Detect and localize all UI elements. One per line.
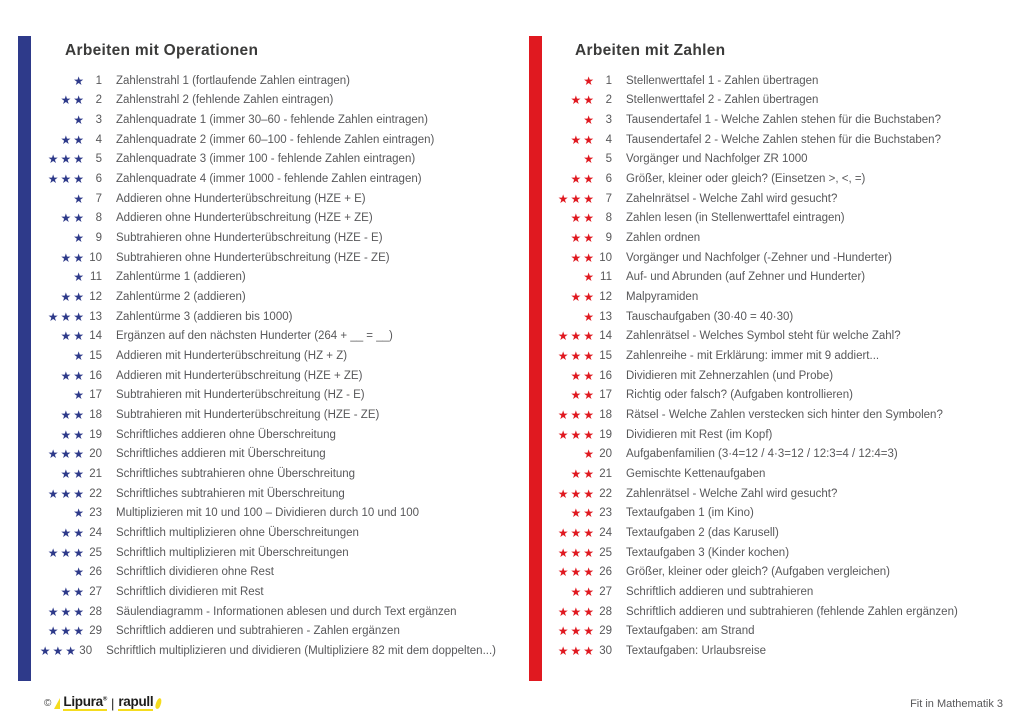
copyright-icon: © (44, 697, 52, 709)
item-number: 8 (95, 212, 102, 225)
list-item (18, 189, 496, 209)
difficulty-stars: ★★★ (557, 191, 596, 206)
item-number: 5 (95, 153, 102, 166)
difficulty-stars: ★★ (60, 407, 86, 422)
triangle-icon (54, 698, 60, 709)
item-number: 20 (599, 448, 612, 461)
item-label: Stellenwerttafel 2 - Zahlen übertragen (626, 94, 819, 107)
difficulty-stars: ★★ (570, 290, 596, 305)
item-number: 5 (605, 153, 612, 166)
item-label: Schriftlich dividieren mit Rest (116, 585, 264, 598)
item-label: Schriftlich addieren und subtrahieren - Zahlen ergänzen (116, 625, 400, 638)
list-item (18, 307, 496, 327)
item-number: 13 (599, 310, 612, 323)
item-number: 11 (90, 271, 102, 284)
list-item (528, 228, 1006, 248)
list-item (528, 621, 1006, 641)
list-item (528, 209, 1006, 229)
item-number: 9 (605, 232, 612, 245)
difficulty-stars: ★★★ (557, 407, 596, 422)
item-label: Vorgänger und Nachfolger ZR 1000 (626, 153, 808, 166)
brand-name-1-text: Lipura (63, 694, 103, 709)
difficulty-stars: ★★ (570, 584, 596, 599)
item-label: Textaufgaben 3 (Kinder kochen) (626, 546, 790, 559)
list-item (18, 641, 496, 661)
difficulty-stars: ★ (73, 349, 86, 364)
item-label: Zahlentürme 1 (addieren) (116, 271, 246, 284)
item-number: 10 (599, 251, 612, 264)
list-item (528, 248, 1006, 268)
item-label: Zahlenrätsel - Welche Zahl wird gesucht? (626, 487, 838, 500)
difficulty-stars: ★★★ (47, 172, 86, 187)
list-item (18, 503, 496, 523)
list-item (528, 307, 1006, 327)
list-item (528, 346, 1006, 366)
list-item (18, 366, 496, 386)
list-item (18, 582, 496, 602)
difficulty-stars: ★★★ (39, 643, 78, 658)
item-label: Größer, kleiner oder gleich? (Aufgaben vergleichen) (626, 566, 891, 579)
difficulty-stars: ★★★ (557, 643, 596, 658)
list-item (18, 386, 496, 406)
item-label: Malpyramiden (626, 291, 699, 304)
item-label: Ergänzen auf den nächsten Hunderter (264 + __ = __) (116, 330, 393, 343)
item-label: Addieren mit Hunderterübschreitung (HZ + Z) (116, 350, 348, 363)
item-number: 17 (89, 389, 102, 402)
item-number: 15 (89, 350, 102, 363)
difficulty-stars: ★★ (570, 368, 596, 383)
item-label: Richtig oder falsch? (Aufgaben kontrollieren) (626, 389, 853, 402)
item-label: Zahlenquadrate 1 (immer 30–60 - fehlende Zahlen eintragen) (116, 114, 428, 127)
item-number: 22 (599, 487, 612, 500)
item-number: 24 (599, 526, 612, 539)
difficulty-stars: ★★ (570, 466, 596, 481)
item-number: 21 (599, 467, 612, 480)
item-number: 9 (95, 232, 102, 245)
difficulty-stars: ★ (583, 270, 596, 285)
item-label: Zahlenstrahl 2 (fehlende Zahlen eintragen) (116, 94, 334, 107)
item-label: Zahelnrätsel - Welche Zahl wird gesucht? (626, 192, 838, 205)
item-number: 17 (599, 389, 612, 402)
item-number: 15 (599, 350, 612, 363)
list-item (18, 602, 496, 622)
list-item (528, 543, 1006, 563)
list-item (528, 91, 1006, 111)
item-number: 22 (89, 487, 102, 500)
item-number: 7 (95, 192, 102, 205)
item-label: Zahlentürme 2 (addieren) (116, 291, 246, 304)
difficulty-stars: ★ (583, 113, 596, 128)
item-number: 3 (605, 114, 612, 127)
list-item (528, 169, 1006, 189)
item-label: Zahlen lesen (in Stellenwerttafel eintragen) (626, 212, 845, 225)
item-number: 27 (599, 585, 612, 598)
difficulty-stars: ★★ (570, 211, 596, 226)
difficulty-stars: ★ (73, 191, 86, 206)
item-number: 3 (95, 114, 102, 127)
difficulty-stars: ★★★ (47, 624, 86, 639)
difficulty-stars: ★ (73, 506, 86, 521)
item-label: Schriftlich addieren und subtrahieren (626, 585, 814, 598)
item-label: Schriftlich multiplizieren und dividieren (Multipliziere 82 mit dem doppelten...) (106, 644, 496, 657)
item-label: Subtrahieren mit Hunderterübschreitung (HZE - ZE) (116, 408, 380, 421)
difficulty-stars: ★★★ (47, 486, 86, 501)
brand-name-1 (63, 695, 107, 711)
difficulty-stars: ★★ (60, 466, 86, 481)
list-item (18, 621, 496, 641)
item-label: Schriftliches addieren mit Überschreitung (116, 448, 326, 461)
item-label: Zahlen ordnen (626, 232, 701, 245)
list-item (528, 503, 1006, 523)
list-item (528, 110, 1006, 130)
list-item (18, 91, 496, 111)
item-label: Addieren ohne Hunderterübschreitung (HZE + E) (116, 192, 366, 205)
difficulty-stars: ★★ (60, 250, 86, 265)
list-item (528, 484, 1006, 504)
list-item (528, 150, 1006, 170)
item-number: 24 (89, 526, 102, 539)
difficulty-stars: ★★ (60, 584, 86, 599)
difficulty-stars: ★ (73, 270, 86, 285)
item-number: 14 (89, 330, 102, 343)
item-label: Subtrahieren ohne Hunderterübschreitung (HZE - ZE) (116, 251, 390, 264)
item-label: Dividieren mit Zehnerzahlen (und Probe) (626, 369, 834, 382)
item-number: 23 (89, 507, 102, 520)
list-item (18, 464, 496, 484)
list-item (528, 425, 1006, 445)
publisher-logo (44, 695, 161, 711)
list-item (18, 130, 496, 150)
difficulty-stars: ★★★ (47, 604, 86, 619)
item-number: 4 (95, 133, 102, 146)
item-label: Addieren mit Hunderterübschreitung (HZE + ZE) (116, 369, 363, 382)
list-item (18, 444, 496, 464)
difficulty-stars: ★★★ (557, 604, 596, 619)
list-item (18, 543, 496, 563)
item-label: Schriftliches addieren ohne Überschreitung (116, 428, 336, 441)
difficulty-stars: ★ (73, 388, 86, 403)
list-item (528, 71, 1006, 91)
item-label: Zahlenquadrate 2 (immer 60–100 - fehlende Zahlen eintragen) (116, 133, 435, 146)
list-item (18, 562, 496, 582)
list-item (18, 110, 496, 130)
item-number: 16 (599, 369, 612, 382)
item-label: Zahlentürme 3 (addieren bis 1000) (116, 310, 293, 323)
list-item (528, 464, 1006, 484)
item-label: Subtrahieren mit Hunderterübschreitung (HZ - E) (116, 389, 365, 402)
item-label: Schriftlich dividieren ohne Rest (116, 566, 274, 579)
item-number: 19 (599, 428, 612, 441)
difficulty-stars: ★★ (60, 427, 86, 442)
difficulty-stars: ★★ (570, 250, 596, 265)
difficulty-stars: ★★★ (557, 486, 596, 501)
item-list-operationen (18, 71, 496, 661)
item-label: Zahlenquadrate 3 (immer 100 - fehlende Zahlen eintragen) (116, 153, 416, 166)
item-number: 1 (605, 74, 612, 87)
item-number: 19 (89, 428, 102, 441)
item-number: 7 (605, 192, 612, 205)
difficulty-stars: ★★★ (557, 525, 596, 540)
list-item (18, 169, 496, 189)
registered-mark: ® (102, 696, 107, 703)
item-number: 27 (89, 585, 102, 598)
difficulty-stars: ★★★ (557, 545, 596, 560)
item-label: Subtrahieren ohne Hunderterübschreitung (HZE - E) (116, 232, 383, 245)
difficulty-stars: ★★★ (557, 624, 596, 639)
list-item (528, 405, 1006, 425)
item-number: 29 (89, 625, 102, 638)
difficulty-stars: ★★ (570, 172, 596, 187)
difficulty-stars: ★★★ (557, 349, 596, 364)
difficulty-stars: ★★ (60, 329, 86, 344)
item-label: Tauschaufgaben (30·40 = 40·30) (626, 310, 794, 323)
item-number: 12 (599, 291, 612, 304)
list-item (18, 71, 496, 91)
list-item (18, 287, 496, 307)
item-number: 25 (89, 546, 102, 559)
item-label: Säulendiagramm - Informationen ablesen und durch Text ergänzen (116, 605, 457, 618)
list-item (18, 484, 496, 504)
list-item (18, 523, 496, 543)
item-number: 30 (79, 644, 93, 657)
item-number: 18 (599, 408, 612, 421)
item-number: 6 (605, 173, 612, 186)
difficulty-stars: ★★ (60, 525, 86, 540)
list-item (528, 327, 1006, 347)
item-number: 11 (600, 271, 612, 284)
item-label: Zahlenreihe - mit Erklärung: immer mit 9 addiert... (626, 350, 880, 363)
item-number: 8 (605, 212, 612, 225)
list-item (528, 386, 1006, 406)
item-number: 4 (605, 133, 612, 146)
difficulty-stars: ★ (583, 152, 596, 167)
item-number: 21 (89, 467, 102, 480)
difficulty-stars: ★★ (570, 231, 596, 246)
item-number: 23 (599, 507, 612, 520)
item-number: 1 (95, 74, 102, 87)
difficulty-stars: ★★★ (557, 565, 596, 580)
footer-booklet-title: Fit in Mathematik 3 (910, 698, 1003, 710)
item-number: 26 (89, 566, 102, 579)
list-item (528, 287, 1006, 307)
difficulty-stars: ★★ (60, 211, 86, 226)
item-label: Textaufgaben 1 (im Kino) (626, 507, 754, 520)
item-number: 16 (89, 369, 102, 382)
list-item (18, 228, 496, 248)
difficulty-stars: ★★★ (47, 545, 86, 560)
item-label: Dividieren mit Rest (im Kopf) (626, 428, 773, 441)
list-item (528, 444, 1006, 464)
item-number: 28 (599, 605, 612, 618)
item-label: Schriftliches subtrahieren ohne Überschreitung (116, 467, 356, 480)
item-label: Schriftlich multiplizieren mit Überschreitungen (116, 546, 349, 559)
difficulty-stars: ★★ (570, 132, 596, 147)
item-label: Textaufgaben: Urlaubsreise (626, 644, 766, 657)
difficulty-stars: ★★ (60, 290, 86, 305)
difficulty-stars: ★★ (60, 368, 86, 383)
difficulty-stars: ★ (73, 73, 86, 88)
item-label: Größer, kleiner oder gleich? (Einsetzen >, <, =) (626, 173, 866, 186)
item-label: Aufgabenfamilien (3·4=12 / 4·3=12 / 12:3=4 / 12:4=3) (626, 448, 898, 461)
item-number: 26 (599, 566, 612, 579)
list-item (528, 582, 1006, 602)
item-label: Zahlenquadrate 4 (immer 1000 - fehlende Zahlen eintragen) (116, 173, 422, 186)
difficulty-stars: ★★ (570, 506, 596, 521)
difficulty-stars: ★ (583, 447, 596, 462)
list-item (18, 327, 496, 347)
item-label: Auf- und Abrunden (auf Zehner und Hunderter) (626, 271, 866, 284)
difficulty-stars: ★★ (570, 93, 596, 108)
difficulty-stars: ★★★ (47, 447, 86, 462)
item-label: Schriftliches subtrahieren mit Überschreitung (116, 487, 345, 500)
difficulty-stars: ★★ (60, 93, 86, 108)
column-heading-operationen: Arbeiten mit Operationen (65, 42, 259, 59)
difficulty-stars: ★★ (570, 388, 596, 403)
list-item (528, 562, 1006, 582)
item-number: 28 (89, 605, 102, 618)
difficulty-stars: ★ (73, 113, 86, 128)
list-item (528, 523, 1006, 543)
item-label: Schriftlich addieren und subtrahieren (fehlende Zahlen ergänzen) (626, 605, 958, 618)
list-item (18, 268, 496, 288)
item-number: 6 (95, 173, 102, 186)
item-number: 13 (89, 310, 102, 323)
item-label: Vorgänger und Nachfolger (-Zehner und -Hunderter) (626, 251, 892, 264)
item-number: 2 (95, 94, 102, 107)
difficulty-stars: ★ (583, 73, 596, 88)
item-number: 18 (89, 408, 102, 421)
item-label: Textaufgaben: am Strand (626, 625, 755, 638)
difficulty-stars: ★ (73, 565, 86, 580)
difficulty-stars: ★★★ (557, 329, 596, 344)
item-number: 10 (89, 251, 102, 264)
list-item (18, 150, 496, 170)
list-item (18, 346, 496, 366)
brand-name-2: rapull (118, 695, 153, 711)
list-item (528, 641, 1006, 661)
item-label: Tausendertafel 1 - Welche Zahlen stehen für die Buchstaben? (626, 114, 941, 127)
item-number: 20 (89, 448, 102, 461)
list-item (528, 268, 1006, 288)
item-label: Rätsel - Welche Zahlen verstecken sich hinter den Symbolen? (626, 408, 943, 421)
item-label: Schriftlich multiplizieren ohne Überschreitungen (116, 526, 359, 539)
list-item (528, 130, 1006, 150)
list-item (18, 209, 496, 229)
item-label: Zahlenrätsel - Welches Symbol steht für welche Zahl? (626, 330, 901, 343)
difficulty-stars: ★★★ (47, 309, 86, 324)
item-label: Gemischte Kettenaufgaben (626, 467, 766, 480)
item-number: 14 (599, 330, 612, 343)
item-list-zahlen (528, 71, 1006, 661)
item-number: 29 (599, 625, 612, 638)
list-item (528, 602, 1006, 622)
item-label: Stellenwerttafel 1 - Zahlen übertragen (626, 74, 819, 87)
item-label: Zahlenstrahl 1 (fortlaufende Zahlen eintragen) (116, 74, 350, 87)
difficulty-stars: ★★★ (557, 427, 596, 442)
list-item (528, 189, 1006, 209)
item-number: 30 (599, 644, 612, 657)
item-number: 12 (89, 291, 102, 304)
difficulty-stars: ★ (73, 231, 86, 246)
item-label: Tausendertafel 2 - Welche Zahlen stehen für die Buchstaben? (626, 133, 941, 146)
list-item (18, 248, 496, 268)
list-item (18, 425, 496, 445)
item-label: Multiplizieren mit 10 und 100 – Dividieren durch 10 und 100 (116, 507, 420, 520)
item-label: Addieren ohne Hunderterübschreitung (HZE + ZE) (116, 212, 373, 225)
logo-separator: | (110, 695, 115, 711)
item-number: 2 (605, 94, 612, 107)
list-item (528, 366, 1006, 386)
item-number: 25 (599, 546, 612, 559)
column-heading-zahlen: Arbeiten mit Zahlen (575, 42, 726, 59)
difficulty-stars: ★ (583, 309, 596, 324)
difficulty-stars: ★★★ (47, 152, 86, 167)
list-item (18, 405, 496, 425)
difficulty-stars: ★★ (60, 132, 86, 147)
item-label: Textaufgaben 2 (das Karusell) (626, 526, 779, 539)
flame-icon (154, 697, 163, 709)
